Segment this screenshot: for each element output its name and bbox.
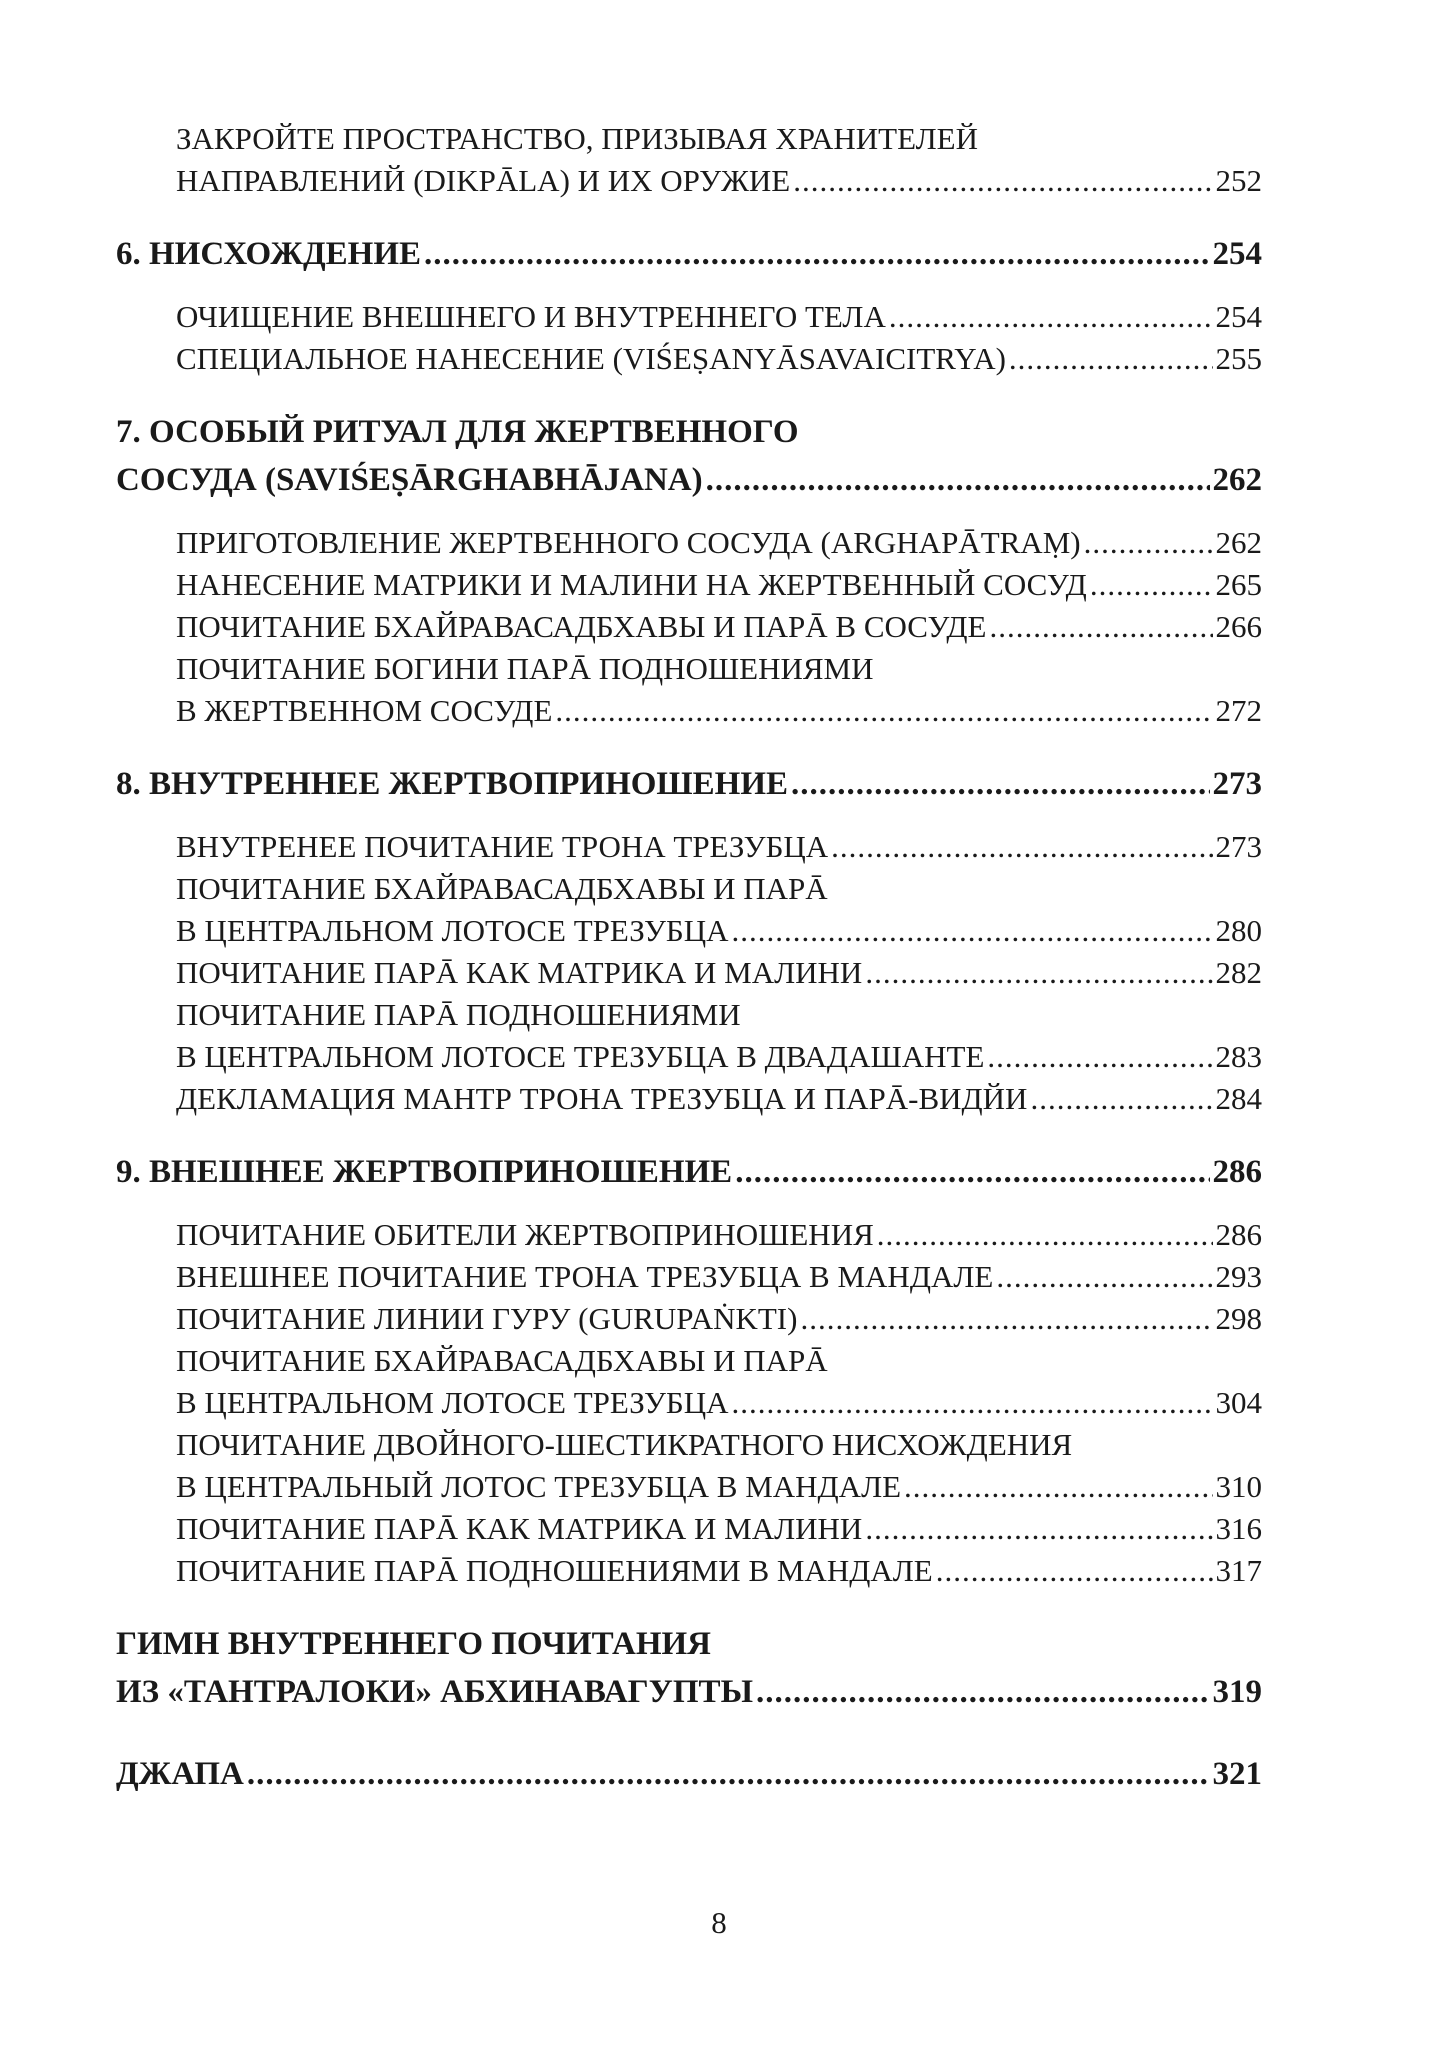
toc-entry-line (176, 1550, 1262, 1592)
toc-page-number: 273 (1215, 829, 1262, 864)
toc-page-number: 321 (1212, 1756, 1262, 1792)
dot-leader (996, 1256, 1212, 1298)
dot-leader (1030, 1078, 1212, 1120)
toc-entry-line (176, 994, 1262, 1036)
dot-leader (793, 160, 1212, 202)
toc-entry-title: В ЖЕРТВЕННОМ СОСУДЕ (176, 693, 553, 728)
toc-section-entry (116, 994, 1262, 1078)
toc-entry-title: ПОЧИТАНИЕ ПАРĀ КАК МАТРИКА И МАЛИНИ (176, 1511, 863, 1546)
toc-section-entry (116, 1298, 1262, 1340)
toc-entry-line (176, 1340, 1262, 1382)
dot-leader (555, 690, 1212, 732)
toc-page-number: 310 (1215, 1469, 1262, 1504)
toc-entry-title: ИЗ «ТАНТРАЛОКИ» АБХИНАВАГУПТЫ (116, 1674, 753, 1710)
dot-leader (989, 606, 1212, 648)
toc-entry-line (176, 1298, 1262, 1340)
toc-entry-title: СОСУДА (SAVIŚEṢĀRGHABHĀJANA) (116, 462, 703, 498)
toc-entry-line (176, 296, 1262, 338)
toc-page-number: 293 (1215, 1259, 1262, 1294)
toc-entry-line (116, 408, 1262, 456)
toc-entry-title: В ЦЕНТРАЛЬНЫЙ ЛОТОС ТРЕЗУБЦА В МАНДАЛЕ (176, 1469, 902, 1504)
toc-entry-title: ЗАКРОЙТЕ ПРОСТРАНСТВО, ПРИЗЫВАЯ ХРАНИТЕЛЕЙ (176, 121, 978, 156)
toc-entry-line (116, 1750, 1262, 1798)
toc-entry-line (176, 338, 1262, 380)
toc-entry-title: ГИМН ВНУТРЕННЕГО ПОЧИТАНИЯ (116, 1626, 712, 1662)
toc-chapter-entry (116, 408, 1262, 504)
toc-entry-title: ОЧИЩЕНИЕ ВНЕШНЕГО И ВНУТРЕННЕГО ТЕЛА (176, 299, 886, 334)
toc-page-number: 319 (1212, 1674, 1262, 1710)
toc-section-entry (116, 1550, 1262, 1592)
toc-entry-line (176, 1036, 1262, 1078)
toc-page-number: 272 (1215, 693, 1262, 728)
toc-section-entry (116, 868, 1262, 952)
dot-leader (756, 1668, 1210, 1716)
toc-entry-line (176, 564, 1262, 606)
dot-leader (732, 1382, 1213, 1424)
toc-entry-title: ВНЕШНЕЕ ПОЧИТАНИЕ ТРОНА ТРЕЗУБЦА В МАНДАЛЕ (176, 1259, 994, 1294)
toc-section-entry (116, 1256, 1262, 1298)
toc-entry-title: НАНЕСЕНИЕ МАТРИКИ И МАЛИНИ НА ЖЕРТВЕННЫЙ СОСУД (176, 567, 1087, 602)
toc-entry-line (116, 1668, 1262, 1716)
dot-leader (904, 1466, 1212, 1508)
toc-page-number: 298 (1215, 1301, 1262, 1336)
toc-entry-line (176, 648, 1262, 690)
toc-section-entry (116, 1340, 1262, 1424)
dot-leader (831, 826, 1212, 868)
toc-section-entry (116, 296, 1262, 338)
dot-leader (735, 1148, 1209, 1196)
toc-page-number: 284 (1215, 1081, 1262, 1116)
toc-section-entry (116, 952, 1262, 994)
toc-page-number: 254 (1215, 299, 1262, 334)
dot-leader (865, 1508, 1212, 1550)
toc-page-number: 255 (1215, 341, 1262, 376)
dot-leader (865, 952, 1212, 994)
toc-entry-title: ДЖАПА (116, 1756, 244, 1792)
toc-page-number: 280 (1215, 913, 1262, 948)
toc-page-number: 286 (1212, 1154, 1262, 1190)
dot-leader (791, 760, 1209, 808)
toc-chapter-entry (116, 760, 1262, 808)
toc-entry-title: ПОЧИТАНИЕ ПАРĀ ПОДНОШЕНИЯМИ (176, 997, 741, 1032)
toc-entry-title: ПОЧИТАНИЕ БОГИНИ ПАРĀ ПОДНОШЕНИЯМИ (176, 651, 874, 686)
toc-page-number: 262 (1212, 462, 1262, 498)
toc-entry-title: В ЦЕНТРАЛЬНОМ ЛОТОСЕ ТРЕЗУБЦА В ДВАДАШАНТЕ (176, 1039, 985, 1074)
toc-entry-line (116, 1620, 1262, 1668)
dot-leader (1084, 522, 1213, 564)
toc-entry-line (116, 456, 1262, 504)
toc-entry-title: НАПРАВЛЕНИЙ (DIKPĀLA) И ИХ ОРУЖИЕ (176, 163, 791, 198)
toc-entry-line (176, 606, 1262, 648)
toc-page-number: 317 (1215, 1553, 1262, 1588)
toc-entry-title: ВНУТРЕНЕЕ ПОЧИТАНИЕ ТРОНА ТРЕЗУБЦА (176, 829, 829, 864)
dot-leader (936, 1550, 1213, 1592)
toc-entry-line (176, 160, 1262, 202)
toc-entry-title: ПОЧИТАНИЕ БХАЙРАВАСАДБХАВЫ И ПАРĀ В СОСУДЕ (176, 609, 987, 644)
toc-page-number: 316 (1215, 1511, 1262, 1546)
toc-page-number: 286 (1215, 1217, 1262, 1252)
toc-entry-line (176, 1466, 1262, 1508)
toc-entry-title: СПЕЦИАЛЬНОЕ НАНЕСЕНИЕ (VIŚEṢANYĀSAVAICITRYA) (176, 341, 1006, 376)
toc-entry-title: ПОЧИТАНИЕ ПАРĀ КАК МАТРИКА И МАЛИНИ (176, 955, 863, 990)
toc-page-number: 254 (1212, 236, 1262, 272)
toc-entry-title: ПОЧИТАНИЕ ОБИТЕЛИ ЖЕРТВОПРИНОШЕНИЯ (176, 1217, 874, 1252)
toc-section-entry (116, 564, 1262, 606)
toc-entry-line (116, 1148, 1262, 1196)
toc-section-entry (116, 606, 1262, 648)
toc-section-entry (116, 648, 1262, 732)
toc-entry-line (176, 1382, 1262, 1424)
toc-entry-line (176, 826, 1262, 868)
dot-leader (424, 230, 1209, 278)
toc-entry-line (176, 1078, 1262, 1120)
toc-chapter-entry (116, 230, 1262, 278)
toc-page-number: 304 (1215, 1385, 1262, 1420)
toc-chapter-entry (116, 1620, 1262, 1716)
toc-section-entry (116, 118, 1262, 202)
toc-entry-title: 7. ОСОБЫЙ РИТУАЛ ДЛЯ ЖЕРТВЕННОГО (116, 414, 799, 450)
toc-entry-line (176, 118, 1262, 160)
toc-entry-title: В ЦЕНТРАЛЬНОМ ЛОТОСЕ ТРЕЗУБЦА (176, 1385, 729, 1420)
toc-entry-line (176, 1424, 1262, 1466)
toc-entry-line (176, 910, 1262, 952)
page-number: 8 (711, 1905, 727, 1940)
dot-leader (247, 1750, 1210, 1798)
dot-leader (800, 1298, 1212, 1340)
toc-entry-title: ПОЧИТАНИЕ ЛИНИИ ГУРУ (GURUPAṄKTI) (176, 1301, 798, 1336)
dot-leader (877, 1214, 1213, 1256)
toc-entry-line (176, 952, 1262, 994)
toc-section-entry (116, 1078, 1262, 1120)
dot-leader (987, 1036, 1212, 1078)
toc-chapter-entry (116, 1148, 1262, 1196)
toc-entry-title: ПРИГОТОВЛЕНИЕ ЖЕРТВЕННОГО СОСУДА (ARGHAPĀTRAṂ) (176, 525, 1081, 560)
toc-entry-line (176, 690, 1262, 732)
toc-page-number: 265 (1215, 567, 1262, 602)
toc-entry-line (116, 230, 1262, 278)
toc-entry-line (176, 1508, 1262, 1550)
toc-section-entry (116, 338, 1262, 380)
toc-entry-title: ПОЧИТАНИЕ ДВОЙНОГО-ШЕСТИКРАТНОГО НИСХОЖДЕНИЯ (176, 1427, 1073, 1462)
toc-section-entry (116, 1508, 1262, 1550)
toc-section-entry (116, 522, 1262, 564)
toc-entry-title: ПОЧИТАНИЕ БХАЙРАВАСАДБХАВЫ И ПАРĀ (176, 1343, 828, 1378)
dot-leader (1090, 564, 1213, 606)
toc-entry-line (176, 868, 1262, 910)
toc-entry-title: ПОЧИТАНИЕ ПАРĀ ПОДНОШЕНИЯМИ В МАНДАЛЕ (176, 1553, 933, 1588)
table-of-contents (116, 118, 1262, 1798)
toc-entry-title: ПОЧИТАНИЕ БХАЙРАВАСАДБХАВЫ И ПАРĀ (176, 871, 828, 906)
toc-entry-line (116, 760, 1262, 808)
toc-page-number: 252 (1215, 163, 1262, 198)
dot-leader (1009, 338, 1213, 380)
toc-entry-line (176, 522, 1262, 564)
toc-entry-title: 6. НИСХОЖДЕНИЕ (116, 236, 422, 272)
toc-page-number: 273 (1212, 766, 1262, 802)
toc-entry-title: 9. ВНЕШНЕЕ ЖЕРТВОПРИНОШЕНИЕ (116, 1154, 733, 1190)
toc-section-entry (116, 1214, 1262, 1256)
toc-entry-title: 8. ВНУТРЕННЕЕ ЖЕРТВОПРИНОШЕНИЕ (116, 766, 789, 802)
toc-chapter-entry (116, 1750, 1262, 1798)
toc-section-entry (116, 1424, 1262, 1508)
dot-leader (889, 296, 1213, 338)
toc-entry-line (176, 1214, 1262, 1256)
dot-leader (706, 456, 1210, 504)
dot-leader (732, 910, 1213, 952)
toc-page-number: 282 (1215, 955, 1262, 990)
toc-entry-line (176, 1256, 1262, 1298)
toc-page-number: 266 (1215, 609, 1262, 644)
toc-entry-title: В ЦЕНТРАЛЬНОМ ЛОТОСЕ ТРЕЗУБЦА (176, 913, 729, 948)
toc-entry-title: ДЕКЛАМАЦИЯ МАНТР ТРОНА ТРЕЗУБЦА И ПАРĀ-ВИДЙИ (176, 1081, 1028, 1116)
toc-page-number: 262 (1215, 525, 1262, 560)
toc-page-number: 283 (1215, 1039, 1262, 1074)
toc-section-entry (116, 826, 1262, 868)
